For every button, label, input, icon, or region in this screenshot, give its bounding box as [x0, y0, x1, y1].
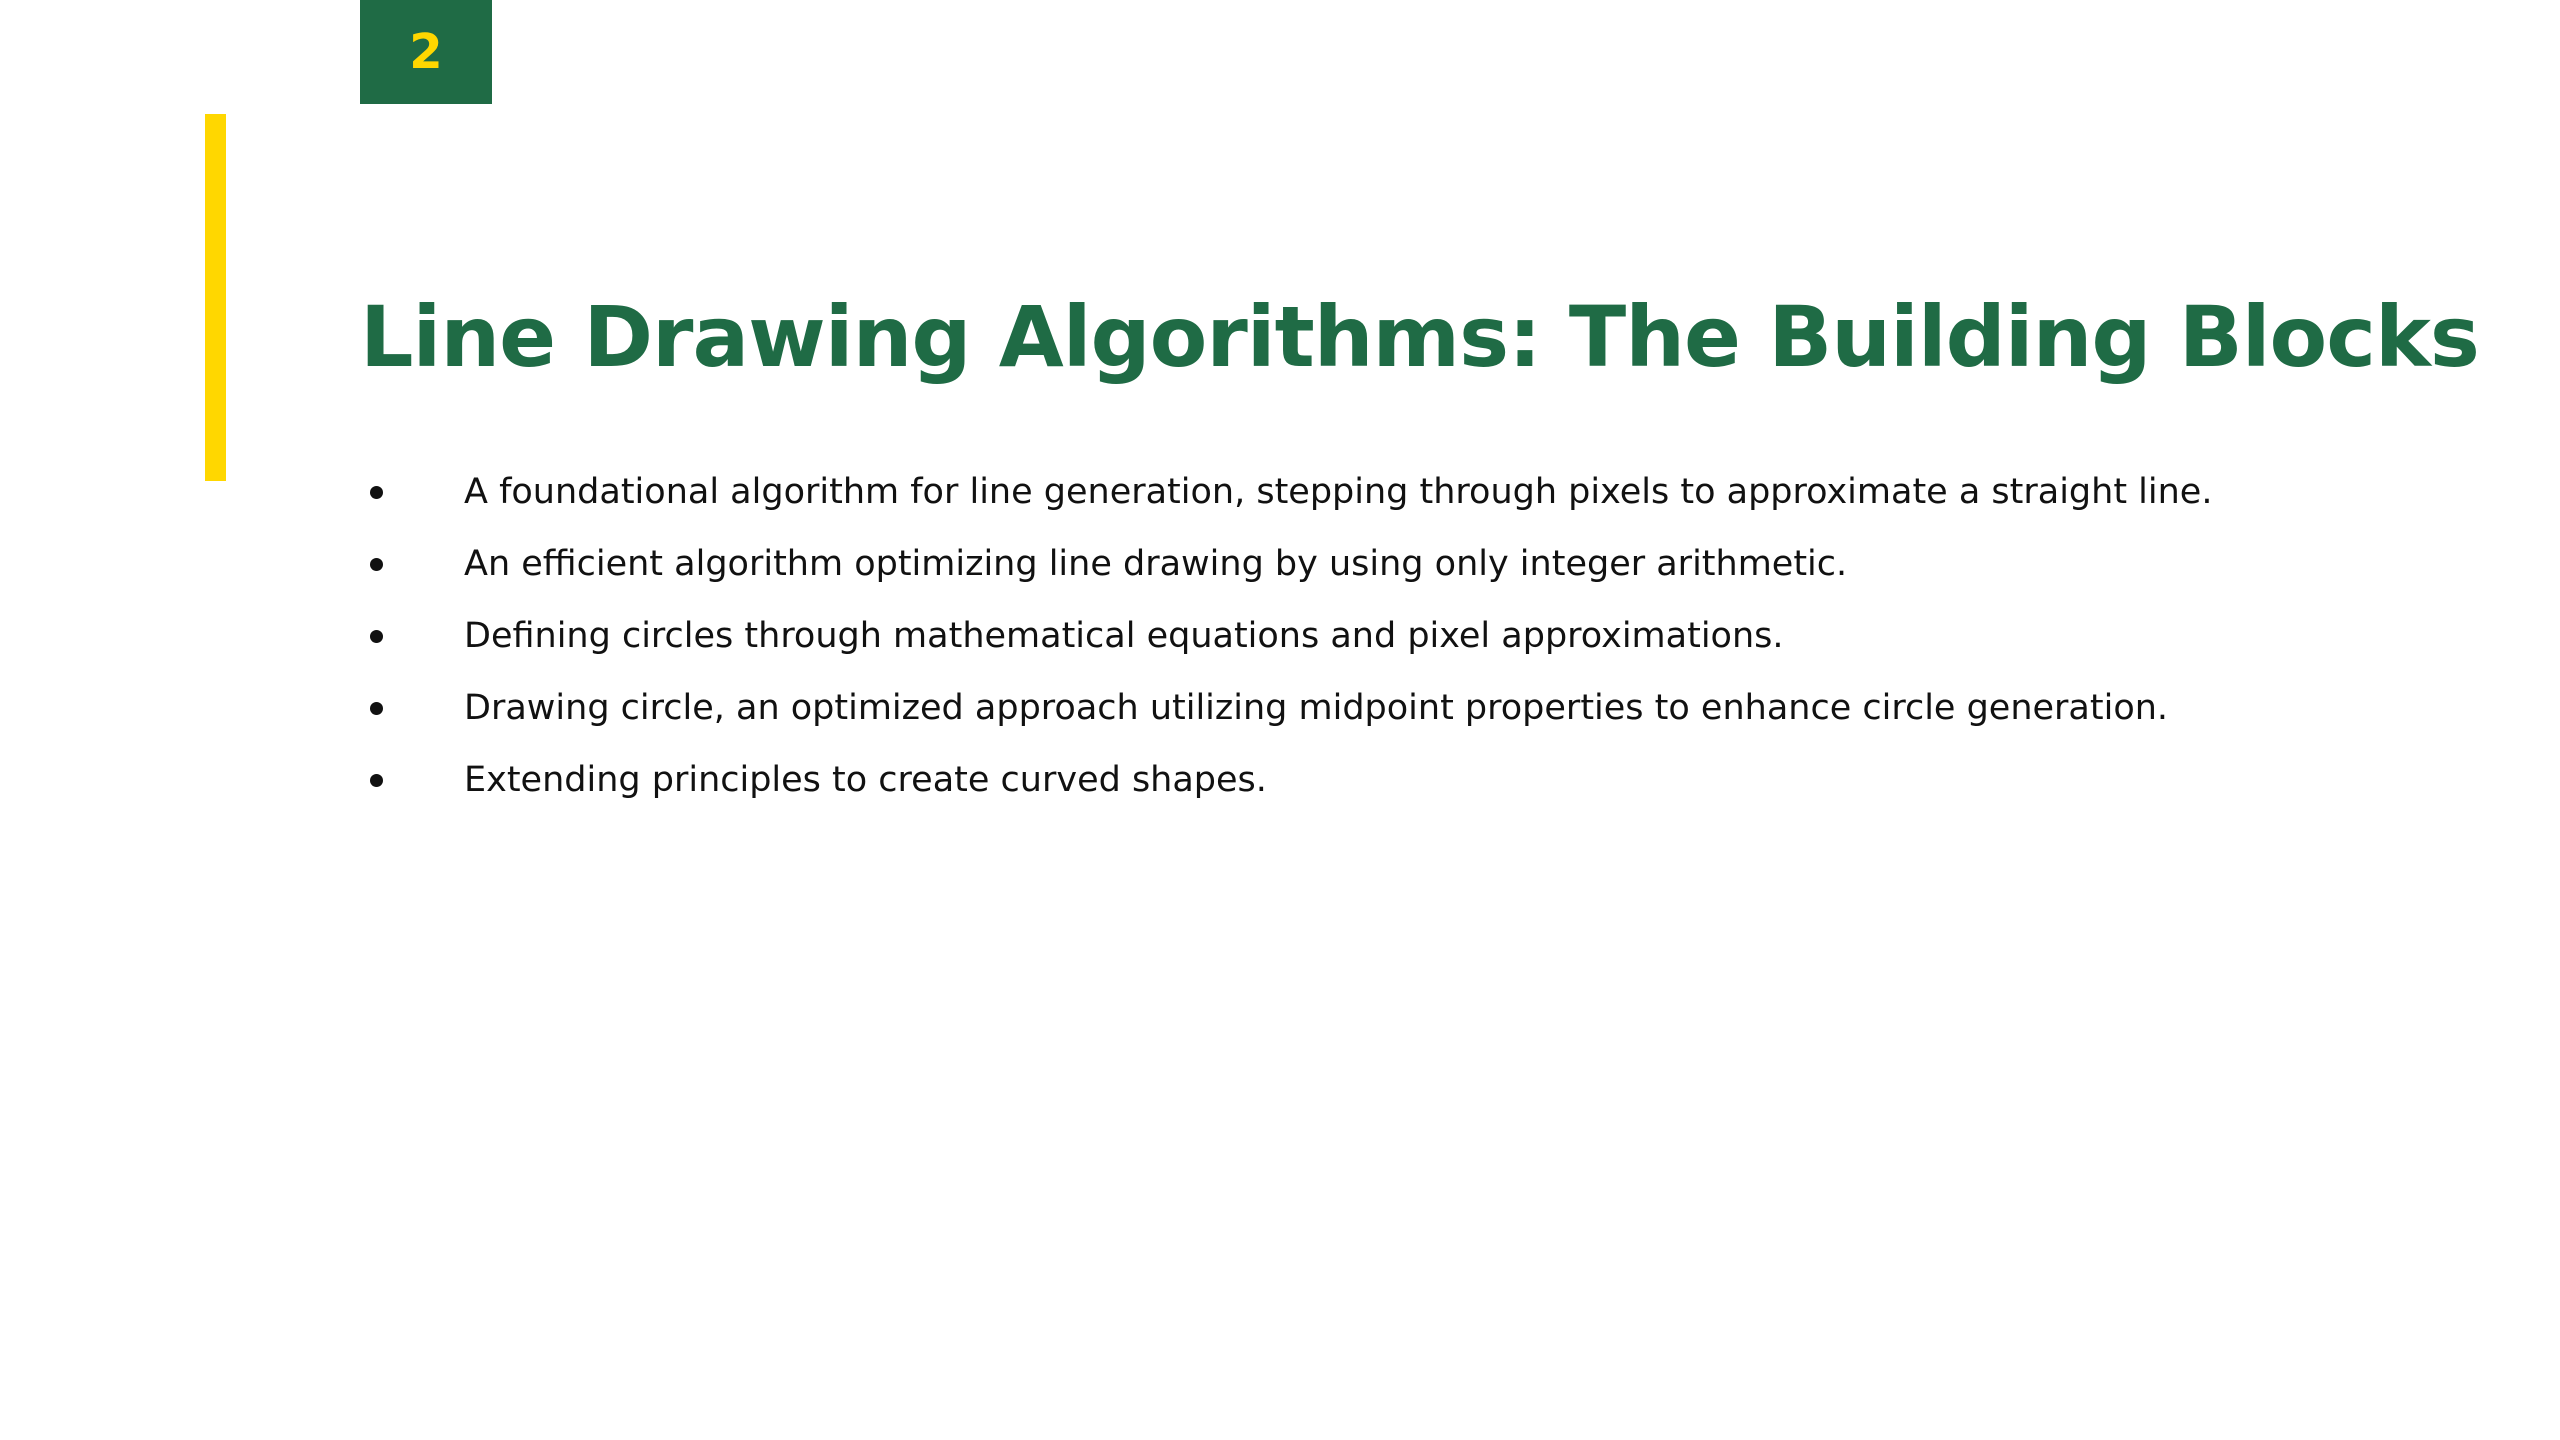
bullet-icon: [370, 630, 383, 643]
bullet-text: A foundational algorithm for line generation, stepping through pixels to approximate a straight line.: [464, 472, 2213, 512]
slide-title: Line Drawing Algorithms: The Building Blocks: [360, 288, 2479, 386]
slide-number-badge: [360, 0, 492, 104]
bullet-text: Extending principles to create curved shapes.: [464, 760, 1267, 800]
bullet-icon: [370, 486, 383, 499]
bullet-text: Drawing circle, an optimized approach utilizing midpoint properties to enhance circle generation.: [464, 688, 2169, 728]
bullet-icon: [370, 774, 383, 787]
bullet-text: Defining circles through mathematical equations and pixel approximations.: [464, 616, 1784, 656]
bullet-icon: [370, 702, 383, 715]
bullet-text: An efficient algorithm optimizing line drawing by using only integer arithmetic.: [464, 544, 1848, 584]
slide-number: 2: [409, 24, 443, 80]
bullet-icon: [370, 558, 383, 571]
accent-bar: [205, 114, 226, 481]
